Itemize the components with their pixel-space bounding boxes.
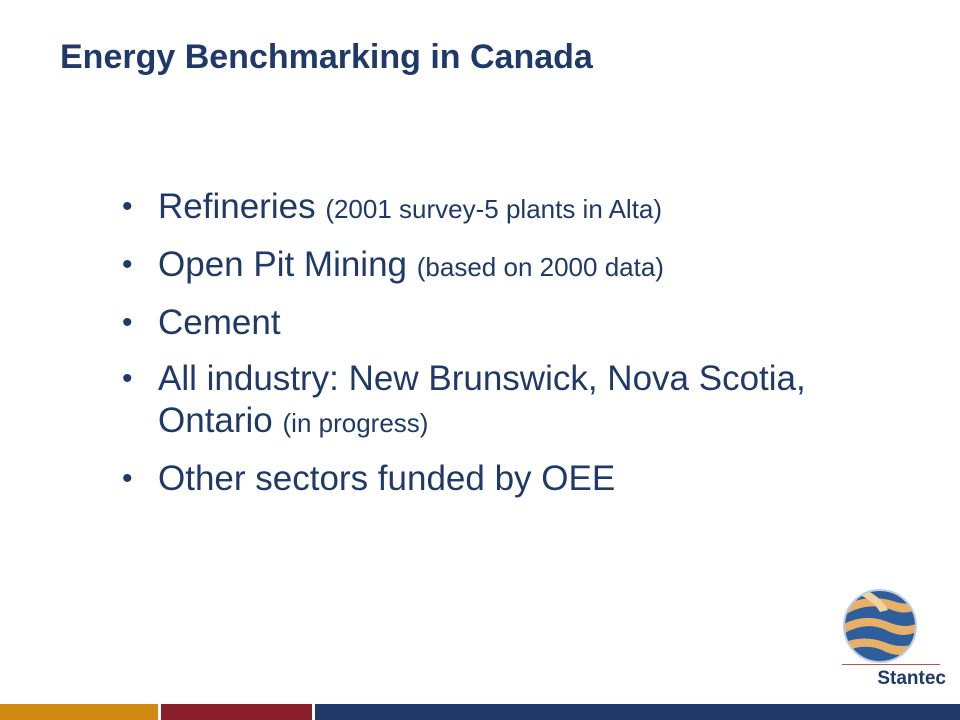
bullet-dot: • [122, 248, 133, 281]
bullet-item-other-sectors [120, 458, 880, 500]
bullet-main-text: Other sectors funded by OEE [158, 459, 616, 498]
bullet-item-cement [120, 302, 880, 344]
bullet-dot: • [122, 190, 133, 223]
footer-bar-red [161, 704, 312, 720]
logo-divider [842, 664, 940, 665]
bullet-dot: • [122, 362, 133, 395]
bullet-item-all-industry [120, 358, 880, 444]
bullet-item-refineries [120, 186, 880, 230]
bullet-note-text: (in progress) [282, 408, 429, 438]
bullet-list [120, 186, 880, 514]
bullet-note-text: (2001 survey-5 plants in Alta) [325, 194, 663, 224]
bullet-main-text: All industry: New Brunswick, Nova Scotia, Ontario [158, 359, 806, 440]
logo-wordmark: Stantec [877, 668, 946, 689]
footer-bar-orange [0, 704, 158, 720]
bullet-main-text: Refineries [158, 187, 316, 226]
bullet-dot: • [122, 306, 133, 339]
footer-bar-navy [315, 704, 960, 720]
bullet-main-text: Cement [158, 303, 281, 342]
bullet-main-text: Open Pit Mining [158, 245, 408, 284]
slide-title: Energy Benchmarking in Canada [60, 38, 593, 76]
bullet-item-open-pit-mining [120, 244, 880, 288]
bullet-note-text: (based on 2000 data) [416, 252, 664, 282]
bullet-dot: • [122, 462, 133, 495]
